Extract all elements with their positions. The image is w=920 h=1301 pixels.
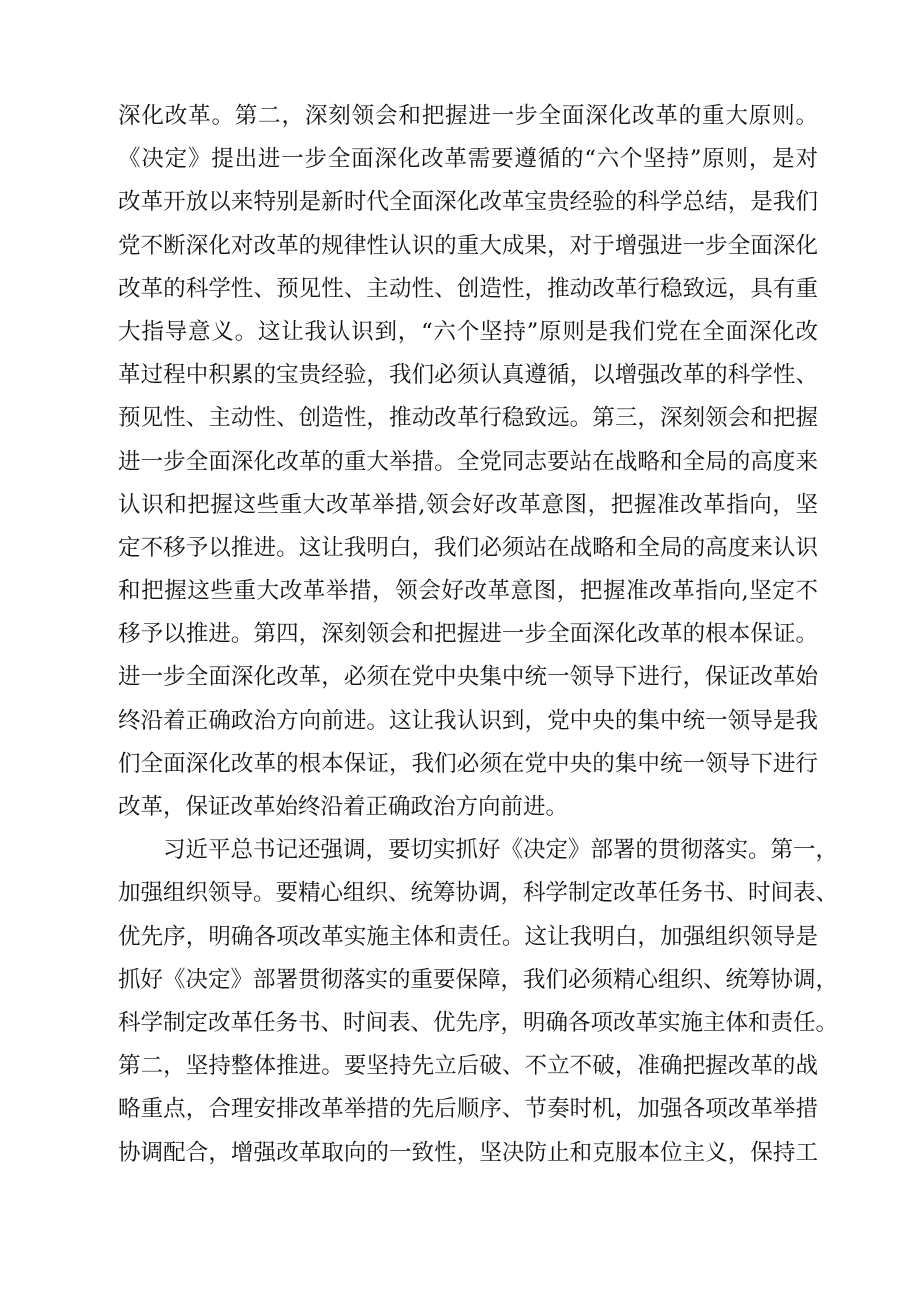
text-line: 改革，保证改革始终沿着正确政治方向前进。 <box>118 794 569 820</box>
text-line: 定不移予以推进。这让我明白，我们必须站在战略和全局的高度来认识 <box>118 534 818 561</box>
body-text <box>118 95 839 1175</box>
text-line: 《决定》提出进一步全面深化改革需要遵循的“六个坚持”原则，是对 <box>118 146 818 173</box>
text-line: 党不断深化对改革的规律性认识的重大成果，对于增强进一步全面深化 <box>118 232 818 259</box>
text-line: 加强组织领导。要精心组织、统筹协调，科学制定改革任务书、时间表、 <box>118 880 839 907</box>
text-line: 改革开放以来特别是新时代全面深化改革宝贵经验的科学总结，是我们 <box>118 189 818 216</box>
text-line: 革过程中积累的宝贵经验，我们必须认真遵循，以增强改革的科学性、 <box>118 362 818 389</box>
text-line: 优先序，明确各项改革实施主体和责任。这让我明白，加强组织领导是 <box>118 923 818 950</box>
text-line: 深化改革。第二，深刻领会和把握进一步全面深化改革的重大原则。 <box>118 103 818 129</box>
paragraph-first-line: 习近平总书记还强调，要切实抓好《决定》部署的贯彻落实。第一， <box>163 837 839 864</box>
text-line: 改革的科学性、预见性、主动性、创造性，推动改革行稳致远，具有重 <box>118 275 818 302</box>
text-line: 进一步全面深化改革的重大举措。全党同志要站在战略和全局的高度来 <box>118 448 818 475</box>
text-line: 认识和把握这些重大改革举措,领会好改革意图，把握准改革指向，坚 <box>118 491 818 518</box>
text-line: 移予以推进。第四，深刻领会和把握进一步全面深化改革的根本保证。 <box>118 621 818 648</box>
text-line: 预见性、主动性、创造性，推动改革行稳致远。第三，深刻领会和把握 <box>118 405 818 432</box>
text-line: 大指导意义。这让我认识到，“六个坚持”原则是我们党在全面深化改 <box>118 318 818 345</box>
text-line: 进一步全面深化改革，必须在党中央集中统一领导下进行，保证改革始 <box>118 664 818 691</box>
text-line: 和把握这些重大改革举措，领会好改革意图，把握准改革指向,坚定不 <box>118 578 818 605</box>
text-line: 科学制定改革任务书、时间表、优先序，明确各项改革实施主体和责任。 <box>118 1009 839 1036</box>
text-line: 抓好《决定》部署贯彻落实的重要保障，我们必须精心组织、统筹协调， <box>118 966 839 993</box>
text-line: 略重点，合理安排改革举措的先后顺序、节奏时机，加强各项改革举措 <box>118 1096 818 1123</box>
text-line: 协调配合，增强改革取向的一致性，坚决防止和克服本位主义，保持工 <box>118 1139 818 1166</box>
text-line: 第二，坚持整体推进。要坚持先立后破、不立不破，准确把握改革的战 <box>118 1053 818 1080</box>
text-line: 终沿着正确政治方向前进。这让我认识到，党中央的集中统一领导是我 <box>118 707 818 734</box>
text-line: 们全面深化改革的根本保证，我们必须在党中央的集中统一领导下进行 <box>118 750 818 777</box>
